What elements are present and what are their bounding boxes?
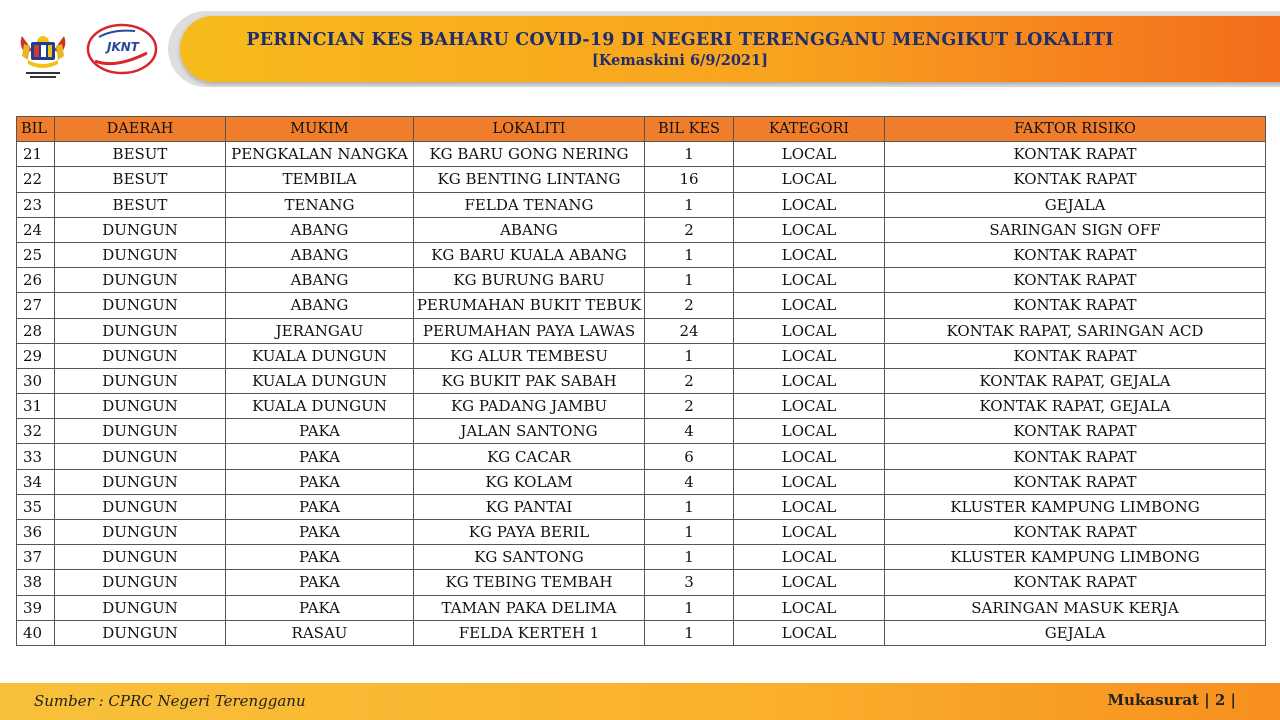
cell-mukim: KUALA DUNGUN (226, 394, 414, 419)
cell-bil-kes: 1 (645, 494, 734, 519)
cell-mukim: RASAU (226, 620, 414, 645)
cell-bil-kes: 2 (645, 217, 734, 242)
table-row (17, 394, 1266, 419)
cell-kategori: LOCAL (734, 268, 885, 293)
cell-mukim: ABANG (226, 293, 414, 318)
cell-lokaliti: FELDA TENANG (414, 192, 645, 217)
cell-daerah: DUNGUN (55, 545, 226, 570)
cell-bil-kes: 1 (645, 620, 734, 645)
column-header-daerah: DAERAH (55, 117, 226, 142)
column-header-faktor-risiko: FAKTOR RISIKO (885, 117, 1266, 142)
cell-bil-kes: 1 (645, 192, 734, 217)
cell-lokaliti: KG KOLAM (414, 469, 645, 494)
cell-faktor-risiko: GEJALA (885, 620, 1266, 645)
cell-faktor-risiko: SARINGAN SIGN OFF (885, 217, 1266, 242)
cell-daerah: DUNGUN (55, 217, 226, 242)
cell-bil-kes: 1 (645, 242, 734, 267)
jknt-logo (85, 23, 159, 75)
cell-kategori: LOCAL (734, 217, 885, 242)
cell-mukim: PAKA (226, 595, 414, 620)
cell-daerah: DUNGUN (55, 494, 226, 519)
cell-faktor-risiko: KONTAK RAPAT (885, 570, 1266, 595)
column-header-bil-kes: BIL KES (645, 117, 734, 142)
slide-footer (0, 683, 1280, 720)
cell-daerah: DUNGUN (55, 242, 226, 267)
cell-faktor-risiko: KLUSTER KAMPUNG LIMBONG (885, 494, 1266, 519)
cell-lokaliti: PERUMAHAN BUKIT TEBUK (414, 293, 645, 318)
cell-bil: 31 (17, 394, 55, 419)
cell-mukim: PAKA (226, 545, 414, 570)
cell-kategori: LOCAL (734, 545, 885, 570)
cell-mukim: ABANG (226, 268, 414, 293)
cell-bil-kes: 2 (645, 368, 734, 393)
cell-daerah: DUNGUN (55, 570, 226, 595)
cell-mukim: PAKA (226, 494, 414, 519)
cell-bil-kes: 1 (645, 142, 734, 167)
cell-bil-kes: 4 (645, 469, 734, 494)
cell-faktor-risiko: KONTAK RAPAT (885, 167, 1266, 192)
table-body (17, 142, 1266, 646)
cell-daerah: DUNGUN (55, 268, 226, 293)
cell-faktor-risiko: KONTAK RAPAT (885, 242, 1266, 267)
cell-lokaliti: KG BUKIT PAK SABAH (414, 368, 645, 393)
cell-bil-kes: 2 (645, 293, 734, 318)
cell-lokaliti: KG BARU GONG NERING (414, 142, 645, 167)
cell-faktor-risiko: KONTAK RAPAT (885, 343, 1266, 368)
table-row (17, 595, 1266, 620)
cell-bil: 22 (17, 167, 55, 192)
cell-mukim: KUALA DUNGUN (226, 368, 414, 393)
cell-faktor-risiko: KONTAK RAPAT (885, 293, 1266, 318)
cell-kategori: LOCAL (734, 293, 885, 318)
cell-faktor-risiko: KONTAK RAPAT (885, 419, 1266, 444)
page-number: Mukasurat | 2 | (1107, 691, 1236, 709)
cell-kategori: LOCAL (734, 595, 885, 620)
cell-lokaliti: PERUMAHAN PAYA LAWAS (414, 318, 645, 343)
cell-daerah: DUNGUN (55, 520, 226, 545)
table-row (17, 520, 1266, 545)
cell-bil-kes: 1 (645, 268, 734, 293)
cell-bil-kes: 1 (645, 595, 734, 620)
kkm-crest-logo (12, 20, 74, 82)
column-header-bil: BIL (17, 117, 55, 142)
cell-mukim: PAKA (226, 520, 414, 545)
column-header-kategori: KATEGORI (734, 117, 885, 142)
cell-mukim: PAKA (226, 419, 414, 444)
table-row (17, 293, 1266, 318)
cell-bil-kes: 16 (645, 167, 734, 192)
cell-lokaliti: KG BURUNG BARU (414, 268, 645, 293)
cell-bil: 35 (17, 494, 55, 519)
cell-daerah: BESUT (55, 142, 226, 167)
table-row (17, 192, 1266, 217)
table-row (17, 368, 1266, 393)
update-date: [Kemaskini 6/9/2021] (592, 52, 768, 69)
cell-kategori: LOCAL (734, 444, 885, 469)
jknt-logo-text: JKNT (107, 40, 139, 54)
table-row (17, 242, 1266, 267)
cell-bil: 28 (17, 318, 55, 343)
cell-bil: 21 (17, 142, 55, 167)
cell-daerah: BESUT (55, 167, 226, 192)
table-row (17, 444, 1266, 469)
cell-faktor-risiko: KONTAK RAPAT (885, 520, 1266, 545)
cell-bil-kes: 4 (645, 419, 734, 444)
cell-lokaliti: KG PANTAI (414, 494, 645, 519)
cell-kategori: LOCAL (734, 620, 885, 645)
cell-mukim: PENGKALAN NANGKA (226, 142, 414, 167)
cell-faktor-risiko: KONTAK RAPAT (885, 268, 1266, 293)
cell-daerah: DUNGUN (55, 368, 226, 393)
cell-faktor-risiko: KONTAK RAPAT (885, 469, 1266, 494)
locality-cases-table (16, 116, 1266, 646)
cell-kategori: LOCAL (734, 419, 885, 444)
cell-kategori: LOCAL (734, 192, 885, 217)
slide-header (0, 0, 1280, 95)
cell-lokaliti: KG ALUR TEMBESU (414, 343, 645, 368)
table-row (17, 419, 1266, 444)
cell-lokaliti: TAMAN PAKA DELIMA (414, 595, 645, 620)
cell-bil: 34 (17, 469, 55, 494)
cell-mukim: ABANG (226, 242, 414, 267)
cell-kategori: LOCAL (734, 368, 885, 393)
cell-daerah: DUNGUN (55, 293, 226, 318)
cell-bil: 40 (17, 620, 55, 645)
cell-daerah: DUNGUN (55, 469, 226, 494)
cell-bil: 30 (17, 368, 55, 393)
cell-kategori: LOCAL (734, 469, 885, 494)
cell-lokaliti: FELDA KERTEH 1 (414, 620, 645, 645)
cell-bil: 36 (17, 520, 55, 545)
cell-lokaliti: KG BARU KUALA ABANG (414, 242, 645, 267)
cell-bil: 27 (17, 293, 55, 318)
cell-faktor-risiko: KONTAK RAPAT, GEJALA (885, 368, 1266, 393)
cell-lokaliti: KG TEBING TEMBAH (414, 570, 645, 595)
table-row (17, 167, 1266, 192)
cell-mukim: PAKA (226, 469, 414, 494)
cell-faktor-risiko: SARINGAN MASUK KERJA (885, 595, 1266, 620)
cell-kategori: LOCAL (734, 343, 885, 368)
cell-bil-kes: 3 (645, 570, 734, 595)
cell-bil: 25 (17, 242, 55, 267)
cell-faktor-risiko: GEJALA (885, 192, 1266, 217)
cell-bil: 39 (17, 595, 55, 620)
cell-daerah: DUNGUN (55, 394, 226, 419)
cell-lokaliti: JALAN SANTONG (414, 419, 645, 444)
cell-bil-kes: 24 (645, 318, 734, 343)
cell-bil: 38 (17, 570, 55, 595)
cell-mukim: JERANGAU (226, 318, 414, 343)
cell-daerah: DUNGUN (55, 444, 226, 469)
cell-mukim: PAKA (226, 444, 414, 469)
table-row (17, 545, 1266, 570)
cell-daerah: BESUT (55, 192, 226, 217)
cell-lokaliti: ABANG (414, 217, 645, 242)
cell-bil-kes: 1 (645, 520, 734, 545)
cell-kategori: LOCAL (734, 520, 885, 545)
cell-mukim: TENANG (226, 192, 414, 217)
table-header-row (17, 117, 1266, 142)
cell-kategori: LOCAL (734, 570, 885, 595)
cell-faktor-risiko: KONTAK RAPAT (885, 444, 1266, 469)
cell-kategori: LOCAL (734, 142, 885, 167)
cell-lokaliti: KG CACAR (414, 444, 645, 469)
table-row (17, 142, 1266, 167)
table-row (17, 494, 1266, 519)
cell-kategori: LOCAL (734, 242, 885, 267)
cell-daerah: DUNGUN (55, 595, 226, 620)
cell-faktor-risiko: KONTAK RAPAT (885, 142, 1266, 167)
cell-daerah: DUNGUN (55, 620, 226, 645)
source-note: Sumber : CPRC Negeri Terengganu (34, 692, 306, 710)
cell-mukim: TEMBILA (226, 167, 414, 192)
cell-bil: 33 (17, 444, 55, 469)
cell-bil-kes: 6 (645, 444, 734, 469)
table-row (17, 268, 1266, 293)
cell-faktor-risiko: KONTAK RAPAT, GEJALA (885, 394, 1266, 419)
table-row (17, 343, 1266, 368)
cell-bil-kes: 2 (645, 394, 734, 419)
cell-bil-kes: 1 (645, 343, 734, 368)
cell-kategori: LOCAL (734, 394, 885, 419)
cell-daerah: DUNGUN (55, 343, 226, 368)
table-row (17, 318, 1266, 343)
table-row (17, 217, 1266, 242)
cell-bil: 24 (17, 217, 55, 242)
cell-kategori: LOCAL (734, 494, 885, 519)
table-row (17, 570, 1266, 595)
column-header-lokaliti: LOKALITI (414, 117, 645, 142)
cell-bil: 23 (17, 192, 55, 217)
cell-lokaliti: KG SANTONG (414, 545, 645, 570)
cell-bil: 37 (17, 545, 55, 570)
cell-faktor-risiko: KLUSTER KAMPUNG LIMBONG (885, 545, 1266, 570)
cell-faktor-risiko: KONTAK RAPAT, SARINGAN ACD (885, 318, 1266, 343)
cell-bil: 32 (17, 419, 55, 444)
cell-lokaliti: KG PADANG JAMBU (414, 394, 645, 419)
cell-bil: 26 (17, 268, 55, 293)
cell-bil-kes: 1 (645, 545, 734, 570)
column-header-mukim: MUKIM (226, 117, 414, 142)
table-row (17, 620, 1266, 645)
cell-bil: 29 (17, 343, 55, 368)
page-title: PERINCIAN KES BAHARU COVID-19 DI NEGERI TERENGGANU MENGIKUT LOKALITI (246, 30, 1114, 50)
cell-mukim: PAKA (226, 570, 414, 595)
cell-kategori: LOCAL (734, 167, 885, 192)
cell-daerah: DUNGUN (55, 318, 226, 343)
table-row (17, 469, 1266, 494)
cell-mukim: ABANG (226, 217, 414, 242)
cell-lokaliti: KG BENTING LINTANG (414, 167, 645, 192)
cell-kategori: LOCAL (734, 318, 885, 343)
cell-lokaliti: KG PAYA BERIL (414, 520, 645, 545)
cell-mukim: KUALA DUNGUN (226, 343, 414, 368)
cell-daerah: DUNGUN (55, 419, 226, 444)
